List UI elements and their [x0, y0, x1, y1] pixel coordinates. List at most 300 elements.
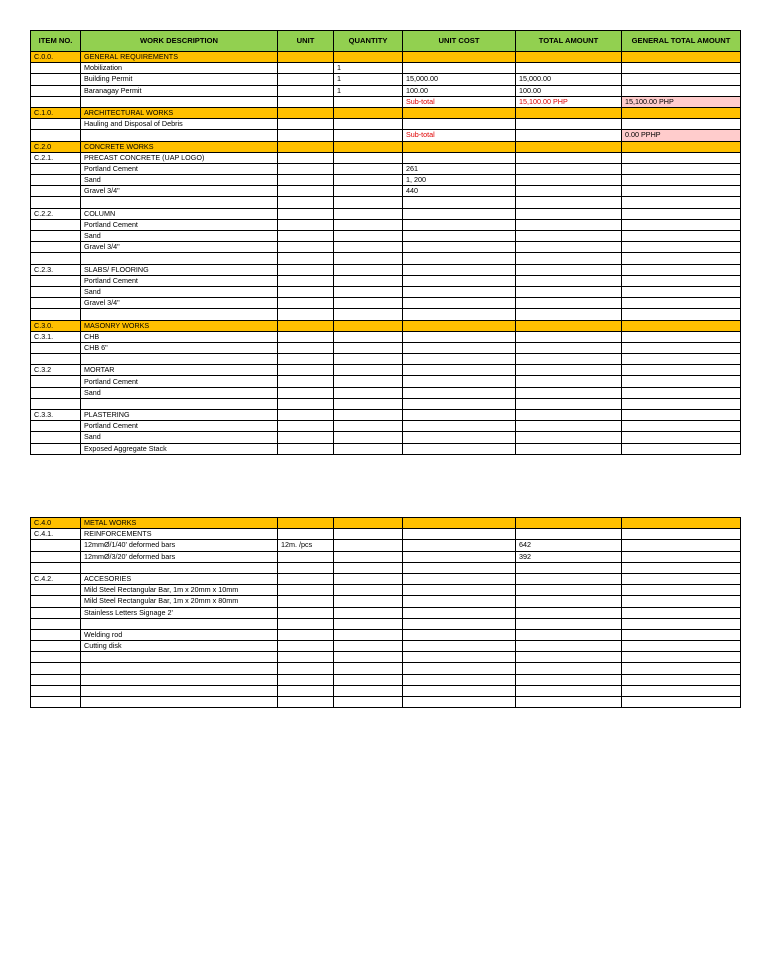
item-no-cell: C.1.0. — [31, 107, 81, 118]
table-row — [31, 74, 741, 85]
unit-cell — [278, 63, 334, 74]
description-cell: Building Permit — [81, 74, 278, 85]
description-cell: METAL WORKS — [81, 518, 278, 529]
description-cell: COLUMN — [81, 208, 278, 219]
table-body-metal-works — [31, 518, 741, 708]
table-row — [31, 264, 741, 275]
total-amount-cell — [516, 331, 622, 342]
general-total-cell — [622, 141, 741, 152]
unit-cell — [278, 85, 334, 96]
total-amount-cell — [516, 208, 622, 219]
description-cell — [81, 674, 278, 685]
item-no-cell — [31, 697, 81, 708]
unit-cost-cell — [403, 331, 516, 342]
general-total-cell — [622, 398, 741, 409]
quantity-cell — [334, 652, 403, 663]
total-amount-cell — [516, 376, 622, 387]
quantity-cell — [334, 607, 403, 618]
unit-cost-cell: 261 — [403, 163, 516, 174]
quantity-cell — [334, 242, 403, 253]
unit-cost-cell — [403, 585, 516, 596]
general-total-cell — [622, 641, 741, 652]
item-no-cell — [31, 674, 81, 685]
general-total-cell — [622, 197, 741, 208]
total-amount-cell — [516, 320, 622, 331]
general-total-cell — [622, 52, 741, 63]
general-total-cell — [622, 208, 741, 219]
unit-cost-cell: Sub-total — [403, 130, 516, 141]
description-cell: Baranagay Permit — [81, 85, 278, 96]
description-cell: REINFORCEMENTS — [81, 529, 278, 540]
table-row — [31, 219, 741, 230]
item-no-cell — [31, 342, 81, 353]
unit-cell — [278, 421, 334, 432]
general-total-cell — [622, 331, 741, 342]
general-total-cell — [622, 443, 741, 454]
unit-cell — [278, 208, 334, 219]
general-total-cell — [622, 663, 741, 674]
item-no-cell — [31, 641, 81, 652]
general-total-cell: 0.00 PPHP — [622, 130, 741, 141]
unit-cell — [278, 298, 334, 309]
total-amount-cell — [516, 152, 622, 163]
description-cell: Portland Cement — [81, 163, 278, 174]
unit-cost-cell — [403, 231, 516, 242]
description-cell — [81, 309, 278, 320]
table-row — [31, 275, 741, 286]
unit-cell — [278, 629, 334, 640]
header-work-description: WORK DESCRIPTION — [81, 31, 278, 52]
general-total-cell — [622, 387, 741, 398]
item-no-cell — [31, 85, 81, 96]
item-no-cell — [31, 596, 81, 607]
quantity-cell — [334, 398, 403, 409]
unit-cell — [278, 652, 334, 663]
table-row — [31, 573, 741, 584]
description-cell — [81, 652, 278, 663]
section-row — [31, 107, 741, 118]
total-amount-cell — [516, 342, 622, 353]
quantity-cell — [334, 432, 403, 443]
total-amount-cell — [516, 410, 622, 421]
unit-cost-cell: 100.00 — [403, 85, 516, 96]
unit-cell — [278, 331, 334, 342]
unit-cell — [278, 175, 334, 186]
item-no-cell — [31, 685, 81, 696]
unit-cell — [278, 52, 334, 63]
description-cell: CHB — [81, 331, 278, 342]
unit-cost-cell — [403, 141, 516, 152]
unit-cell — [278, 562, 334, 573]
unit-cost-cell — [403, 286, 516, 297]
quantity-cell — [334, 309, 403, 320]
description-cell: Gravel 3/4" — [81, 298, 278, 309]
table-row — [31, 309, 741, 320]
quantity-cell — [334, 443, 403, 454]
description-cell: Welding rod — [81, 629, 278, 640]
table-row — [31, 387, 741, 398]
item-no-cell — [31, 540, 81, 551]
unit-cost-cell — [403, 197, 516, 208]
unit-cell — [278, 107, 334, 118]
general-total-cell — [622, 376, 741, 387]
item-no-cell — [31, 253, 81, 264]
unit-cost-cell: Sub-total — [403, 96, 516, 107]
general-total-cell — [622, 119, 741, 130]
table-row — [31, 63, 741, 74]
total-amount-cell — [516, 629, 622, 640]
total-amount-cell — [516, 52, 622, 63]
total-amount-cell — [516, 585, 622, 596]
unit-cost-cell — [403, 607, 516, 618]
description-cell: Portland Cement — [81, 376, 278, 387]
general-total-cell — [622, 365, 741, 376]
quantity-cell — [334, 697, 403, 708]
quantity-cell — [334, 208, 403, 219]
unit-cell — [278, 376, 334, 387]
description-cell: Sand — [81, 432, 278, 443]
unit-cell — [278, 342, 334, 353]
total-amount-cell — [516, 562, 622, 573]
total-amount-cell — [516, 107, 622, 118]
unit-cell — [278, 551, 334, 562]
general-total-cell — [622, 175, 741, 186]
table-row — [31, 540, 741, 551]
header-general-total-amount: GENERAL TOTAL AMOUNT — [622, 31, 741, 52]
unit-cost-cell — [403, 529, 516, 540]
unit-cost-cell — [403, 208, 516, 219]
subtotal-row — [31, 96, 741, 107]
item-no-cell — [31, 398, 81, 409]
unit-cost-cell: 440 — [403, 186, 516, 197]
description-cell: ACCESORIES — [81, 573, 278, 584]
item-no-cell — [31, 354, 81, 365]
general-total-cell — [622, 596, 741, 607]
unit-cost-cell — [403, 629, 516, 640]
total-amount-cell — [516, 573, 622, 584]
unit-cell — [278, 264, 334, 275]
unit-cost-cell — [403, 253, 516, 264]
unit-cell — [278, 141, 334, 152]
item-no-cell: C.2.3. — [31, 264, 81, 275]
section-row — [31, 141, 741, 152]
item-no-cell — [31, 219, 81, 230]
general-total-cell — [622, 540, 741, 551]
general-total-cell — [622, 562, 741, 573]
total-amount-cell — [516, 186, 622, 197]
item-no-cell — [31, 275, 81, 286]
table-row — [31, 685, 741, 696]
quantity-cell — [334, 618, 403, 629]
description-cell — [81, 697, 278, 708]
general-total-cell — [622, 685, 741, 696]
unit-cost-cell — [403, 107, 516, 118]
unit-cell — [278, 618, 334, 629]
description-cell — [81, 96, 278, 107]
general-total-cell — [622, 529, 741, 540]
description-cell: Sand — [81, 387, 278, 398]
table-row — [31, 376, 741, 387]
unit-cost-cell — [403, 663, 516, 674]
description-cell — [81, 562, 278, 573]
unit-cost-cell — [403, 119, 516, 130]
item-no-cell: C.4.0 — [31, 518, 81, 529]
item-no-cell — [31, 63, 81, 74]
item-no-cell — [31, 197, 81, 208]
total-amount-cell — [516, 518, 622, 529]
description-cell: Sand — [81, 175, 278, 186]
general-total-cell — [622, 163, 741, 174]
table-row — [31, 242, 741, 253]
table-row — [31, 652, 741, 663]
table-row — [31, 641, 741, 652]
general-total-cell: 15,100.00 PHP — [622, 96, 741, 107]
table-row — [31, 585, 741, 596]
unit-cost-cell: 15,000.00 — [403, 74, 516, 85]
quantity-cell — [334, 264, 403, 275]
description-cell: MORTAR — [81, 365, 278, 376]
unit-cell — [278, 309, 334, 320]
unit-cost-cell — [403, 219, 516, 230]
quantity-cell — [334, 96, 403, 107]
description-cell: Portland Cement — [81, 219, 278, 230]
item-no-cell — [31, 163, 81, 174]
description-cell: Gravel 3/4" — [81, 186, 278, 197]
unit-cost-cell — [403, 398, 516, 409]
general-total-cell — [622, 298, 741, 309]
item-no-cell — [31, 618, 81, 629]
quantity-cell — [334, 141, 403, 152]
table-row — [31, 253, 741, 264]
quantity-cell — [334, 186, 403, 197]
item-no-cell — [31, 186, 81, 197]
unit-cell: 12m. /pcs — [278, 540, 334, 551]
unit-cell — [278, 231, 334, 242]
total-amount-cell — [516, 286, 622, 297]
description-cell: ARCHITECTURAL WORKS — [81, 107, 278, 118]
item-no-cell: C.4.1. — [31, 529, 81, 540]
description-cell — [81, 130, 278, 141]
description-cell: CHB 6" — [81, 342, 278, 353]
description-cell: SLABS/ FLOORING — [81, 264, 278, 275]
unit-cost-cell — [403, 342, 516, 353]
quantity-cell: 1 — [334, 85, 403, 96]
total-amount-cell — [516, 618, 622, 629]
description-cell — [81, 197, 278, 208]
unit-cell — [278, 253, 334, 264]
item-no-cell — [31, 175, 81, 186]
unit-cell — [278, 387, 334, 398]
unit-cost-cell — [403, 421, 516, 432]
quantity-cell — [334, 152, 403, 163]
item-no-cell — [31, 562, 81, 573]
general-total-cell — [622, 242, 741, 253]
unit-cell — [278, 398, 334, 409]
total-amount-cell — [516, 398, 622, 409]
unit-cell — [278, 163, 334, 174]
unit-cell — [278, 152, 334, 163]
item-no-cell — [31, 74, 81, 85]
section-row — [31, 52, 741, 63]
general-total-cell — [622, 309, 741, 320]
total-amount-cell — [516, 219, 622, 230]
table-row — [31, 410, 741, 421]
unit-cell — [278, 697, 334, 708]
unit-cell — [278, 410, 334, 421]
table-row — [31, 298, 741, 309]
description-cell: Stainless Letters Signage 2' — [81, 607, 278, 618]
item-no-cell — [31, 286, 81, 297]
general-total-cell — [622, 74, 741, 85]
unit-cell — [278, 286, 334, 297]
quantity-cell — [334, 376, 403, 387]
general-total-cell — [622, 585, 741, 596]
unit-cell — [278, 354, 334, 365]
general-total-cell — [622, 264, 741, 275]
unit-cell — [278, 197, 334, 208]
unit-cell — [278, 641, 334, 652]
unit-cost-cell — [403, 52, 516, 63]
total-amount-cell — [516, 663, 622, 674]
item-no-cell: C.2.0 — [31, 141, 81, 152]
quantity-cell — [334, 275, 403, 286]
description-cell: MASONRY WORKS — [81, 320, 278, 331]
item-no-cell — [31, 585, 81, 596]
total-amount-cell — [516, 298, 622, 309]
unit-cost-cell — [403, 697, 516, 708]
unit-cost-cell — [403, 309, 516, 320]
description-cell: Portland Cement — [81, 275, 278, 286]
table-row — [31, 365, 741, 376]
unit-cell — [278, 320, 334, 331]
cost-estimate-table-metal-works — [30, 517, 741, 708]
quantity-cell — [334, 518, 403, 529]
total-amount-cell — [516, 175, 622, 186]
unit-cost-cell — [403, 652, 516, 663]
general-total-cell — [622, 432, 741, 443]
item-no-cell — [31, 130, 81, 141]
general-total-cell — [622, 697, 741, 708]
unit-cost-cell — [403, 264, 516, 275]
unit-cost-cell — [403, 641, 516, 652]
unit-cost-cell — [403, 674, 516, 685]
item-no-cell — [31, 629, 81, 640]
quantity-cell — [334, 219, 403, 230]
table-row — [31, 697, 741, 708]
total-amount-cell — [516, 607, 622, 618]
header-unit-cost: UNIT COST — [403, 31, 516, 52]
unit-cost-cell — [403, 320, 516, 331]
total-amount-cell: 100.00 — [516, 85, 622, 96]
total-amount-cell — [516, 387, 622, 398]
unit-cost-cell — [403, 443, 516, 454]
table-row — [31, 186, 741, 197]
general-total-cell — [622, 286, 741, 297]
unit-cost-cell — [403, 242, 516, 253]
total-amount-cell: 392 — [516, 551, 622, 562]
description-cell: Hauling and Disposal of Debris — [81, 119, 278, 130]
unit-cell — [278, 443, 334, 454]
general-total-cell — [622, 652, 741, 663]
general-total-cell — [622, 275, 741, 286]
item-no-cell — [31, 242, 81, 253]
general-total-cell — [622, 342, 741, 353]
description-cell: CONCRETE WORKS — [81, 141, 278, 152]
description-cell: PRECAST CONCRETE (UAP LOGO) — [81, 152, 278, 163]
unit-cell — [278, 518, 334, 529]
quantity-cell — [334, 197, 403, 208]
quantity-cell — [334, 119, 403, 130]
quantity-cell — [334, 342, 403, 353]
description-cell: Portland Cement — [81, 421, 278, 432]
total-amount-cell — [516, 63, 622, 74]
quantity-cell — [334, 52, 403, 63]
unit-cost-cell — [403, 596, 516, 607]
quantity-cell — [334, 354, 403, 365]
table-row — [31, 607, 741, 618]
quantity-cell — [334, 130, 403, 141]
description-cell: Gravel 3/4" — [81, 242, 278, 253]
table-row — [31, 354, 741, 365]
unit-cell — [278, 585, 334, 596]
description-cell: Mobilization — [81, 63, 278, 74]
total-amount-cell — [516, 641, 622, 652]
unit-cost-cell — [403, 551, 516, 562]
description-cell — [81, 354, 278, 365]
total-amount-cell — [516, 685, 622, 696]
general-total-cell — [622, 231, 741, 242]
total-amount-cell — [516, 309, 622, 320]
table-row — [31, 175, 741, 186]
table-row — [31, 618, 741, 629]
general-total-cell — [622, 607, 741, 618]
total-amount-cell — [516, 443, 622, 454]
quantity-cell — [334, 573, 403, 584]
total-amount-cell — [516, 674, 622, 685]
item-no-cell — [31, 607, 81, 618]
total-amount-cell — [516, 432, 622, 443]
total-amount-cell — [516, 197, 622, 208]
general-total-cell — [622, 410, 741, 421]
unit-cost-cell — [403, 518, 516, 529]
total-amount-cell — [516, 275, 622, 286]
table-row — [31, 163, 741, 174]
table-row — [31, 629, 741, 640]
quantity-cell — [334, 685, 403, 696]
item-no-cell: C.3.1. — [31, 331, 81, 342]
item-no-cell — [31, 652, 81, 663]
total-amount-cell — [516, 141, 622, 152]
total-amount-cell: 642 — [516, 540, 622, 551]
unit-cell — [278, 186, 334, 197]
table-row — [31, 197, 741, 208]
total-amount-cell — [516, 529, 622, 540]
unit-cell — [278, 607, 334, 618]
quantity-cell — [334, 674, 403, 685]
description-cell: 12mmØ/1/40' deformed bars — [81, 540, 278, 551]
quantity-cell — [334, 551, 403, 562]
header-row — [31, 31, 741, 52]
unit-cost-cell — [403, 275, 516, 286]
unit-cell — [278, 130, 334, 141]
item-no-cell — [31, 387, 81, 398]
table-row — [31, 398, 741, 409]
unit-cell — [278, 96, 334, 107]
table-row — [31, 551, 741, 562]
table-row — [31, 119, 741, 130]
total-amount-cell: 15,100.00 PHP — [516, 96, 622, 107]
table-row — [31, 443, 741, 454]
